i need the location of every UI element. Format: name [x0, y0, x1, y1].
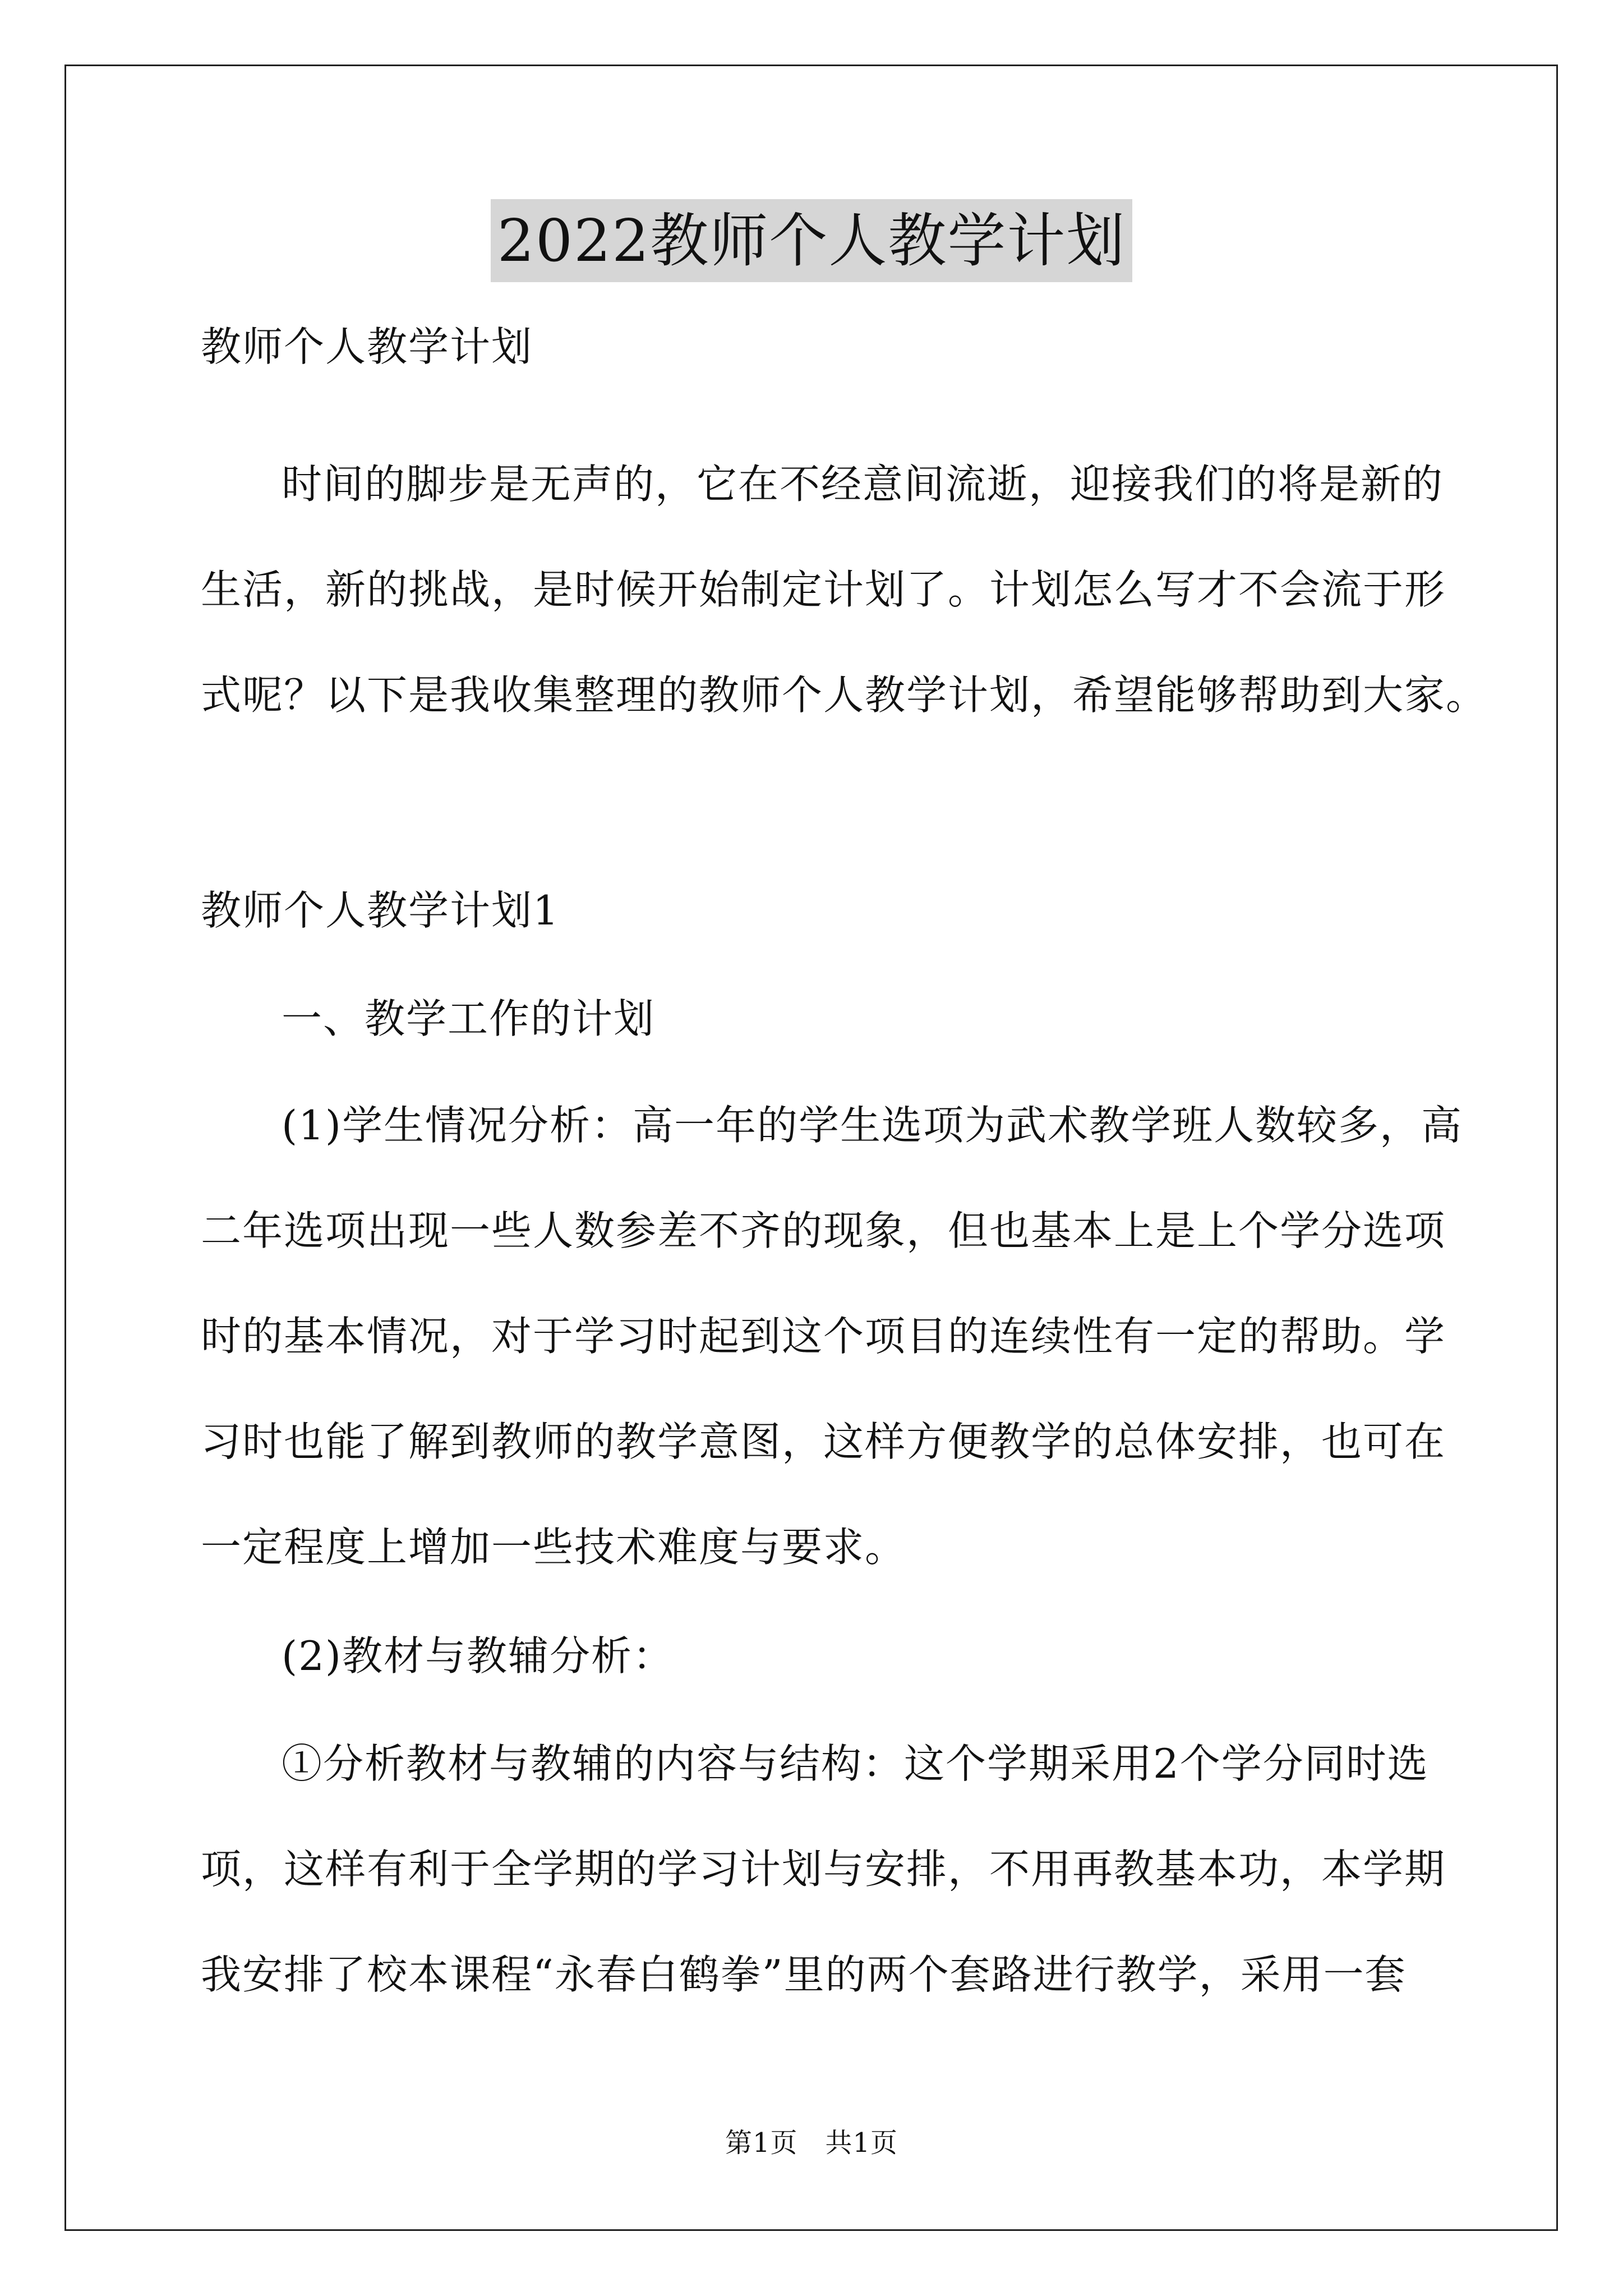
- subtitle-line: 教师个人教学计划: [201, 323, 533, 370]
- section-heading: 教师个人教学计划1: [201, 887, 560, 934]
- document-title: 2022教师个人教学计划: [491, 199, 1133, 282]
- paragraph-line: 式呢？以下是我收集整理的教师个人教学计划，希望能够帮助到大家。: [201, 671, 1488, 719]
- paragraph-line: 项，这样有利于全学期的学习计划与安排，不用再教基本功，本学期: [201, 1846, 1446, 1893]
- paragraph-line: 一定程度上增加一些技术难度与要求。: [201, 1524, 907, 1571]
- subsection-heading: 一、教学工作的计划: [282, 995, 656, 1042]
- paragraph-line: ①分析教材与教辅的内容与结构：这个学期采用2个学分同时选: [282, 1740, 1429, 1787]
- paragraph-line: 习时也能了解到教师的教学意图，这样方便教学的总体安排，也可在: [201, 1418, 1446, 1465]
- page-footer: 第1页 共1页: [725, 2127, 898, 2159]
- title-container: [0, 199, 1623, 282]
- paragraph-line: 时的基本情况，对于学习时起到这个项目的连续性有一定的帮助。学: [201, 1313, 1446, 1360]
- paragraph-line: (1)学生情况分析：高一年的学生选项为武术教学班人数较多，高: [282, 1102, 1463, 1149]
- paragraph-line: 二年选项出现一些人数参差不齐的现象，但也基本上是上个学分选项: [201, 1207, 1446, 1254]
- paragraph-line: 时间的脚步是无声的，它在不经意间流逝，迎接我们的将是新的: [282, 461, 1444, 508]
- subsection-heading: (2)教材与教辅分析：: [282, 1632, 674, 1680]
- paragraph-line: 生活，新的挑战，是时候开始制定计划了。计划怎么写才不会流于形: [201, 566, 1446, 613]
- paragraph-line: 我安排了校本课程“永春白鹤拳”里的两个套路进行教学，采用一套: [201, 1951, 1407, 1998]
